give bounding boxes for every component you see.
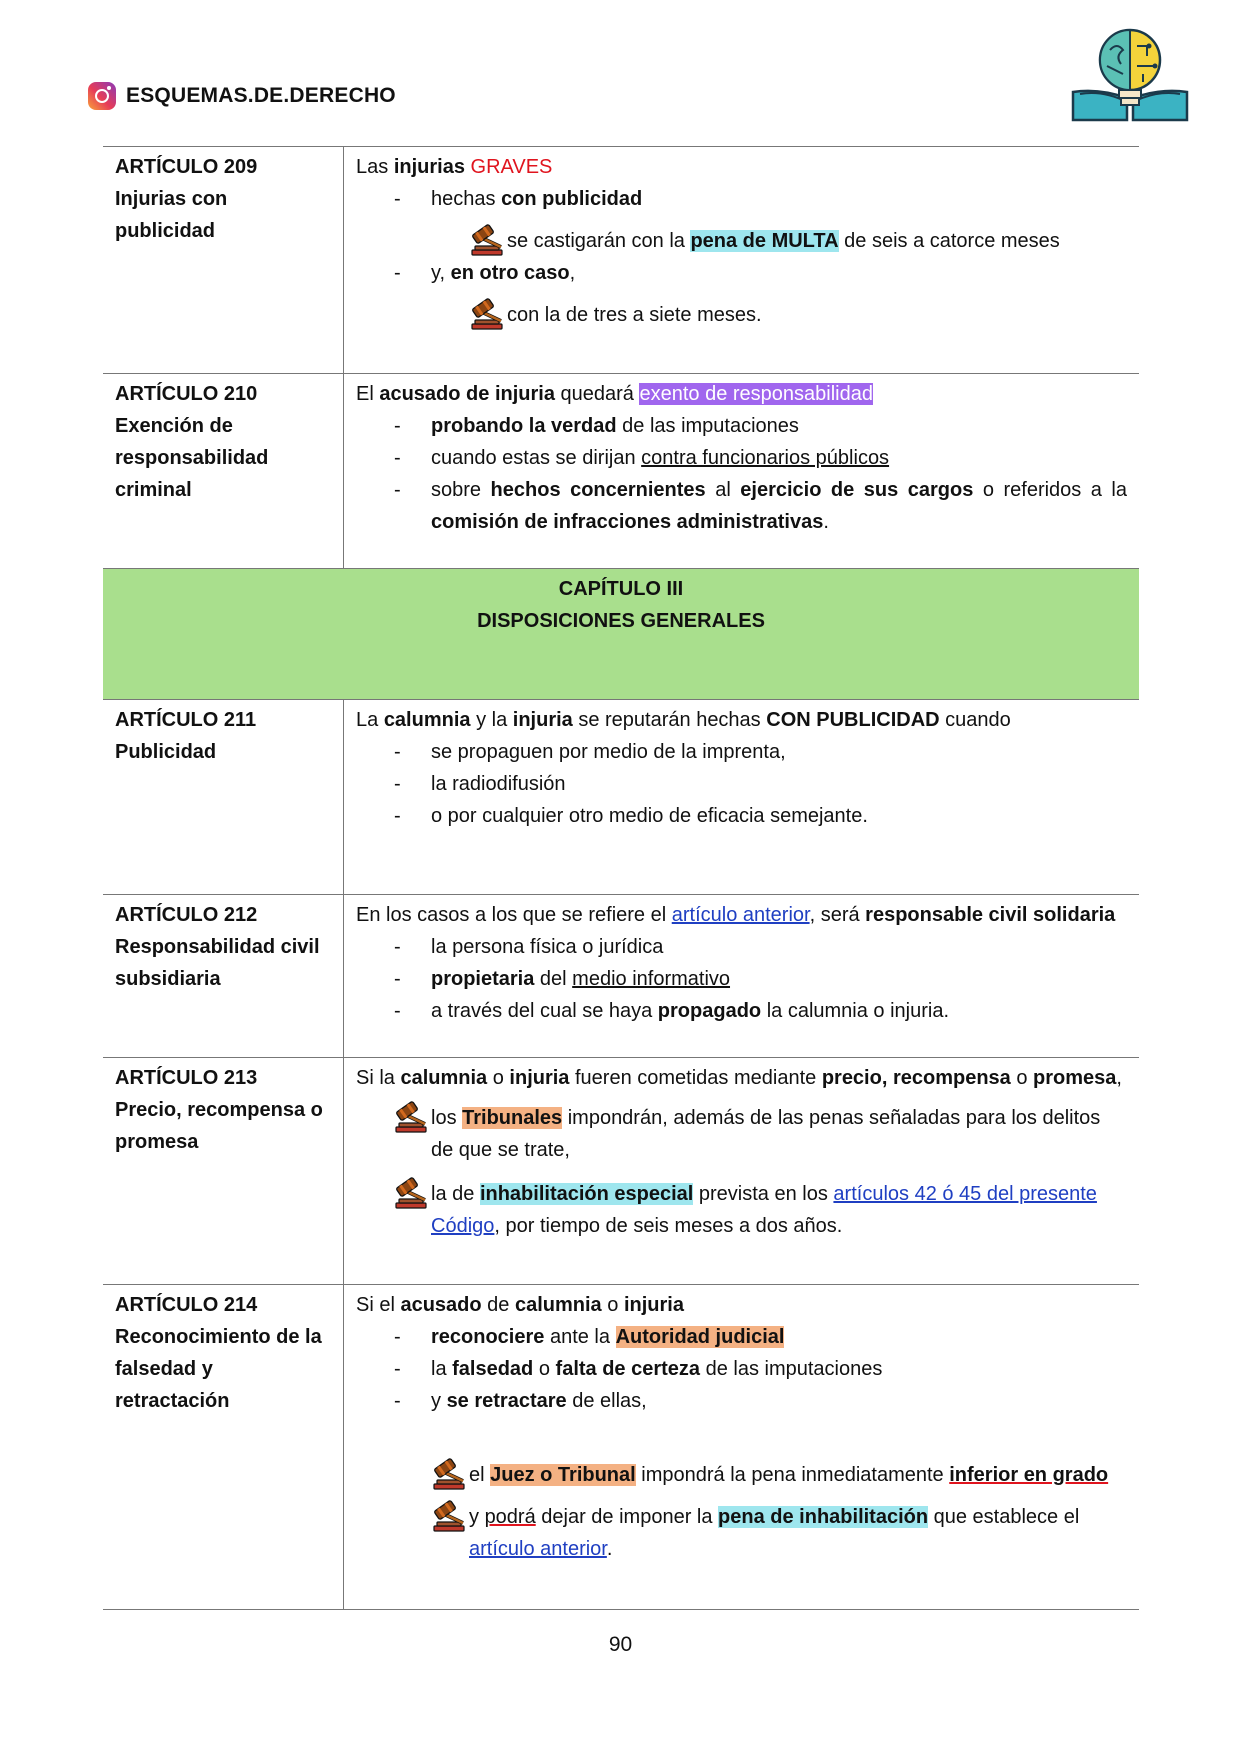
brand-name: ESQUEMAS.DE.DERECHO bbox=[126, 84, 396, 107]
list-item: - probando la verdad de las imputaciones bbox=[356, 410, 1127, 442]
article-title: promesa bbox=[115, 1131, 199, 1153]
lead-text: La calumnia y la injuria se reputarán hechas CON PUBLICIDAD cuando bbox=[356, 709, 1011, 731]
article-title: Publicidad bbox=[115, 741, 217, 763]
list-item: - propietaria del medio informativo bbox=[356, 963, 1127, 995]
lead-text: El acusado de injuria quedará exento de responsabilidad bbox=[356, 383, 873, 405]
list-item: - la falsedad o falta de certeza de las imputaciones bbox=[356, 1353, 1127, 1385]
gavel-icon bbox=[431, 1457, 469, 1491]
article-214-content bbox=[344, 1285, 1140, 1610]
article-209-heading bbox=[103, 147, 344, 374]
articles-link[interactable]: artículos 42 ó 45 del presente bbox=[833, 1183, 1097, 1205]
list-item: - cuando estas se dirijan contra funcionarios públicos bbox=[356, 442, 1127, 474]
gavel-line-cont: artículo anterior. bbox=[469, 1538, 613, 1560]
article-214-row bbox=[103, 1285, 1139, 1610]
article-link[interactable]: artículo anterior bbox=[671, 904, 810, 926]
lightbulb-book-logo bbox=[1065, 22, 1195, 127]
list-item: - se propaguen por medio de la imprenta, bbox=[356, 736, 1127, 768]
article-title: subsidiaria bbox=[115, 968, 221, 990]
chapter-number: CAPÍTULO III bbox=[558, 578, 684, 600]
gavel-block bbox=[356, 1176, 1127, 1242]
article-209-content bbox=[344, 147, 1140, 374]
article-number: ARTÍCULO 210 bbox=[115, 383, 258, 405]
article-title: Precio, recompensa o bbox=[115, 1099, 323, 1121]
gavel-line: se castigarán con la pena de MULTA de seis a catorce meses bbox=[356, 223, 1127, 257]
list-item: - y se retractare de ellas, bbox=[356, 1385, 1127, 1417]
article-number: ARTÍCULO 213 bbox=[115, 1067, 258, 1089]
gavel-line: los Tribunales impondrán, además de las penas señaladas para los delitos bbox=[393, 1100, 1127, 1134]
instagram-icon bbox=[88, 82, 116, 110]
lead-text: En los casos a los que se refiere el artículo anterior, será responsable civil solidaria bbox=[356, 904, 1116, 926]
lead-text: Si la calumnia o injuria fueren cometidas mediante precio, recompensa o promesa, bbox=[356, 1067, 1122, 1089]
article-title: Reconocimiento de la bbox=[115, 1326, 322, 1348]
article-number: ARTÍCULO 209 bbox=[115, 156, 258, 178]
gavel-line-cont: de que se trate, bbox=[431, 1139, 570, 1161]
lead-text: Si el acusado de calumnia o injuria bbox=[356, 1294, 684, 1316]
page-number: 90 bbox=[608, 1633, 633, 1656]
article-211-heading bbox=[103, 700, 344, 895]
article-212-row bbox=[103, 895, 1139, 1058]
gavel-line: el Juez o Tribunal impondrá la pena inmediatamente inferior en grado bbox=[431, 1457, 1127, 1491]
lead-text: Las injurias GRAVES bbox=[356, 156, 553, 178]
gavel-line: con la de tres a siete meses. bbox=[356, 297, 1127, 331]
article-210-heading bbox=[103, 374, 344, 569]
article-210-content bbox=[344, 374, 1140, 569]
gavel-line-cont: Código, por tiempo de seis meses a dos años. bbox=[431, 1215, 843, 1237]
chapter-title: DISPOSICIONES GENERALES bbox=[477, 610, 765, 632]
article-213-row bbox=[103, 1058, 1139, 1285]
gavel-block bbox=[356, 1100, 1127, 1166]
list-item: - la radiodifusión bbox=[356, 768, 1127, 800]
gavel-icon bbox=[393, 1176, 431, 1210]
articles-table bbox=[103, 146, 1139, 1610]
list-item: - la persona física o jurídica bbox=[356, 931, 1127, 963]
article-210-row bbox=[103, 374, 1139, 569]
gavel-icon bbox=[469, 223, 507, 257]
chapter-row bbox=[103, 569, 1139, 700]
list-item: - o por cualquier otro medio de eficacia semejante. bbox=[356, 800, 1127, 832]
article-212-content bbox=[344, 895, 1140, 1058]
articles-link[interactable]: Código bbox=[431, 1215, 495, 1237]
article-209-row bbox=[103, 147, 1139, 374]
list-item: - hechas con publicidad bbox=[356, 183, 1127, 215]
article-title: Responsabilidad civil bbox=[115, 936, 320, 958]
article-title: responsabilidad bbox=[115, 447, 269, 469]
gavel-block bbox=[356, 1499, 1127, 1565]
article-213-heading bbox=[103, 1058, 344, 1285]
gavel-icon bbox=[393, 1100, 431, 1134]
article-214-heading bbox=[103, 1285, 344, 1610]
article-title: criminal bbox=[115, 479, 192, 501]
article-title: retractación bbox=[115, 1390, 230, 1412]
gavel-line: la de inhabilitación especial prevista en los artículos 42 ó 45 del presente bbox=[393, 1176, 1127, 1210]
list-item: - a través del cual se haya propagado la calumnia o injuria. bbox=[356, 995, 1127, 1027]
page-header bbox=[88, 80, 396, 112]
article-title: falsedad y bbox=[115, 1358, 213, 1380]
list-item: - reconociere ante la Autoridad judicial bbox=[356, 1321, 1127, 1353]
article-213-content bbox=[344, 1058, 1140, 1285]
list-item: - y, en otro caso, bbox=[356, 257, 1127, 289]
gavel-icon bbox=[469, 297, 507, 331]
article-title: Exención de bbox=[115, 415, 233, 437]
list-item: - sobre hechos concernientes al ejercicio de sus cargos o referidos a la comisión de infracciones administrativas. bbox=[356, 474, 1127, 538]
chapter-banner bbox=[103, 569, 1139, 700]
article-number: ARTÍCULO 211 bbox=[115, 709, 257, 731]
article-212-heading bbox=[103, 895, 344, 1058]
article-number: ARTÍCULO 214 bbox=[115, 1294, 258, 1316]
article-title: Injurias con publicidad bbox=[115, 188, 228, 242]
article-link[interactable]: artículo anterior bbox=[469, 1538, 607, 1560]
article-211-content bbox=[344, 700, 1140, 895]
gavel-icon bbox=[431, 1499, 469, 1533]
article-211-row bbox=[103, 700, 1139, 895]
gavel-block bbox=[356, 1457, 1127, 1491]
gavel-line: y podrá dejar de imponer la pena de inhabilitación que establece el bbox=[431, 1499, 1127, 1533]
article-number: ARTÍCULO 212 bbox=[115, 904, 258, 926]
